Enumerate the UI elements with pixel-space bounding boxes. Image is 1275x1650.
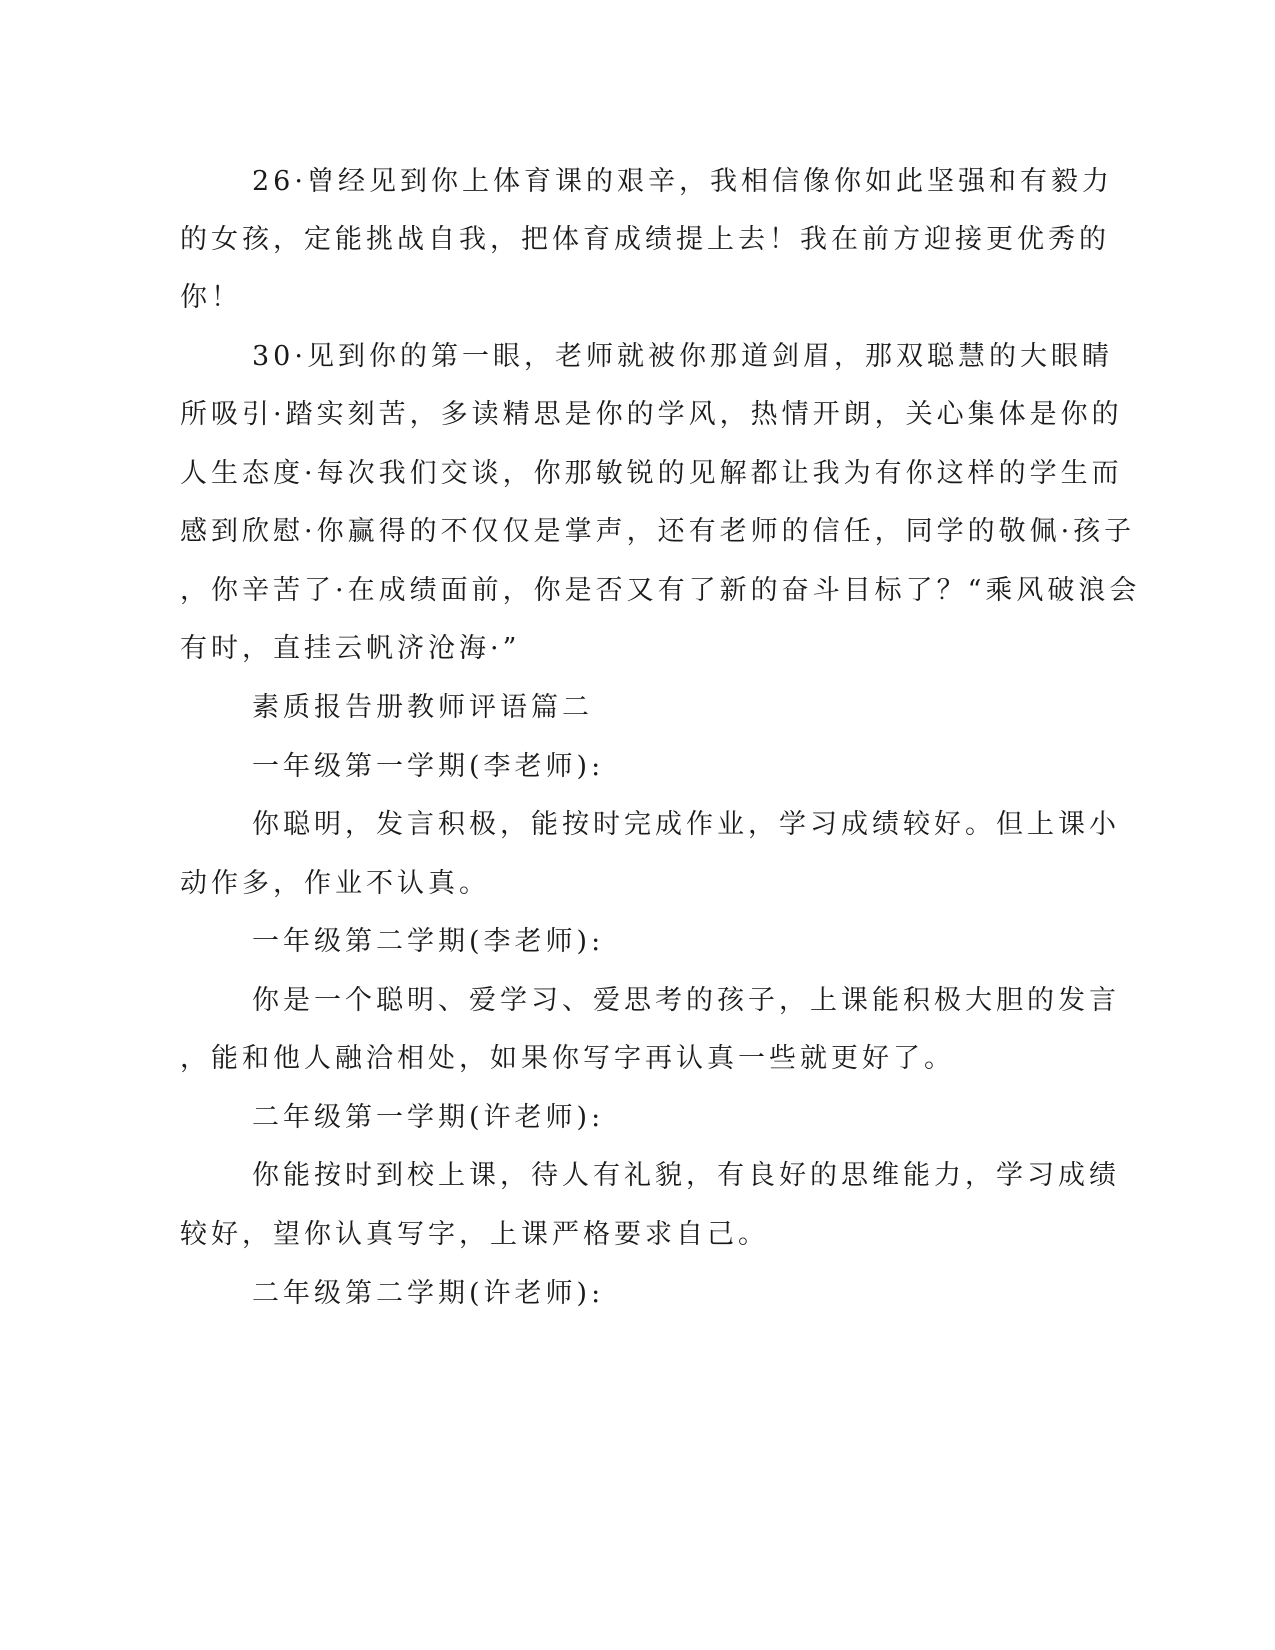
term-heading-grade1-term2: 一年级第二学期(李老师): <box>252 926 605 957</box>
paragraph-26-line-3: 你！ <box>180 282 242 313</box>
paragraph-30-line-5: ，你辛苦了·在成绩面前，你是否又有了新的奋斗目标了？“乘风破浪会 <box>180 575 1141 606</box>
paragraph-30-line-1: 30·见到你的第一眼，老师就被你那道剑眉，那双聪慧的大眼睛 <box>252 341 1113 372</box>
paragraph-26-line-2: 的女孩，定能挑战自我，把体育成绩提上去！我在前方迎接更优秀的 <box>180 224 1110 255</box>
paragraph-30-line-3: 人生态度·每次我们交谈，你那敏锐的见解都让我为有你这样的学生而 <box>180 458 1123 489</box>
comment-grade1-term2-line-1: 你是一个聪明、爱学习、爱思考的孩子，上课能积极大胆的发言 <box>252 985 1120 1016</box>
comment-grade1-term1-line-1: 你聪明，发言积极，能按时完成作业，学习成绩较好。但上课小 <box>252 809 1120 840</box>
term-heading-grade2-term2: 二年级第二学期(许老师): <box>252 1278 605 1309</box>
paragraph-30-line-4: 感到欣慰·你赢得的不仅仅是掌声，还有老师的信任，同学的敬佩·孩子 <box>180 516 1136 547</box>
paragraph-30-line-2: 所吸引·踏实刻苦，多读精思是你的学风，热情开朗，关心集体是你的 <box>180 399 1123 430</box>
paragraph-26-line-1: 26·曾经见到你上体育课的艰辛，我相信像你如此坚强和有毅力 <box>252 166 1113 197</box>
comment-grade1-term2-line-2: ，能和他人融洽相处，如果你写字再认真一些就更好了。 <box>180 1043 955 1074</box>
term-heading-grade1-term1: 一年级第一学期(李老师): <box>252 751 605 782</box>
comment-grade1-term1-line-2: 动作多，作业不认真。 <box>180 868 490 899</box>
paragraph-30-line-6: 有时，直挂云帆济沧海·” <box>180 633 521 664</box>
section-heading: 素质报告册教师评语篇二 <box>252 692 593 723</box>
comment-grade2-term1-line-2: 较好，望你认真写字，上课严格要求自己。 <box>180 1219 769 1250</box>
term-heading-grade2-term1: 二年级第一学期(许老师): <box>252 1102 605 1133</box>
comment-grade2-term1-line-1: 你能按时到校上课，待人有礼貌，有良好的思维能力，学习成绩 <box>252 1160 1120 1191</box>
